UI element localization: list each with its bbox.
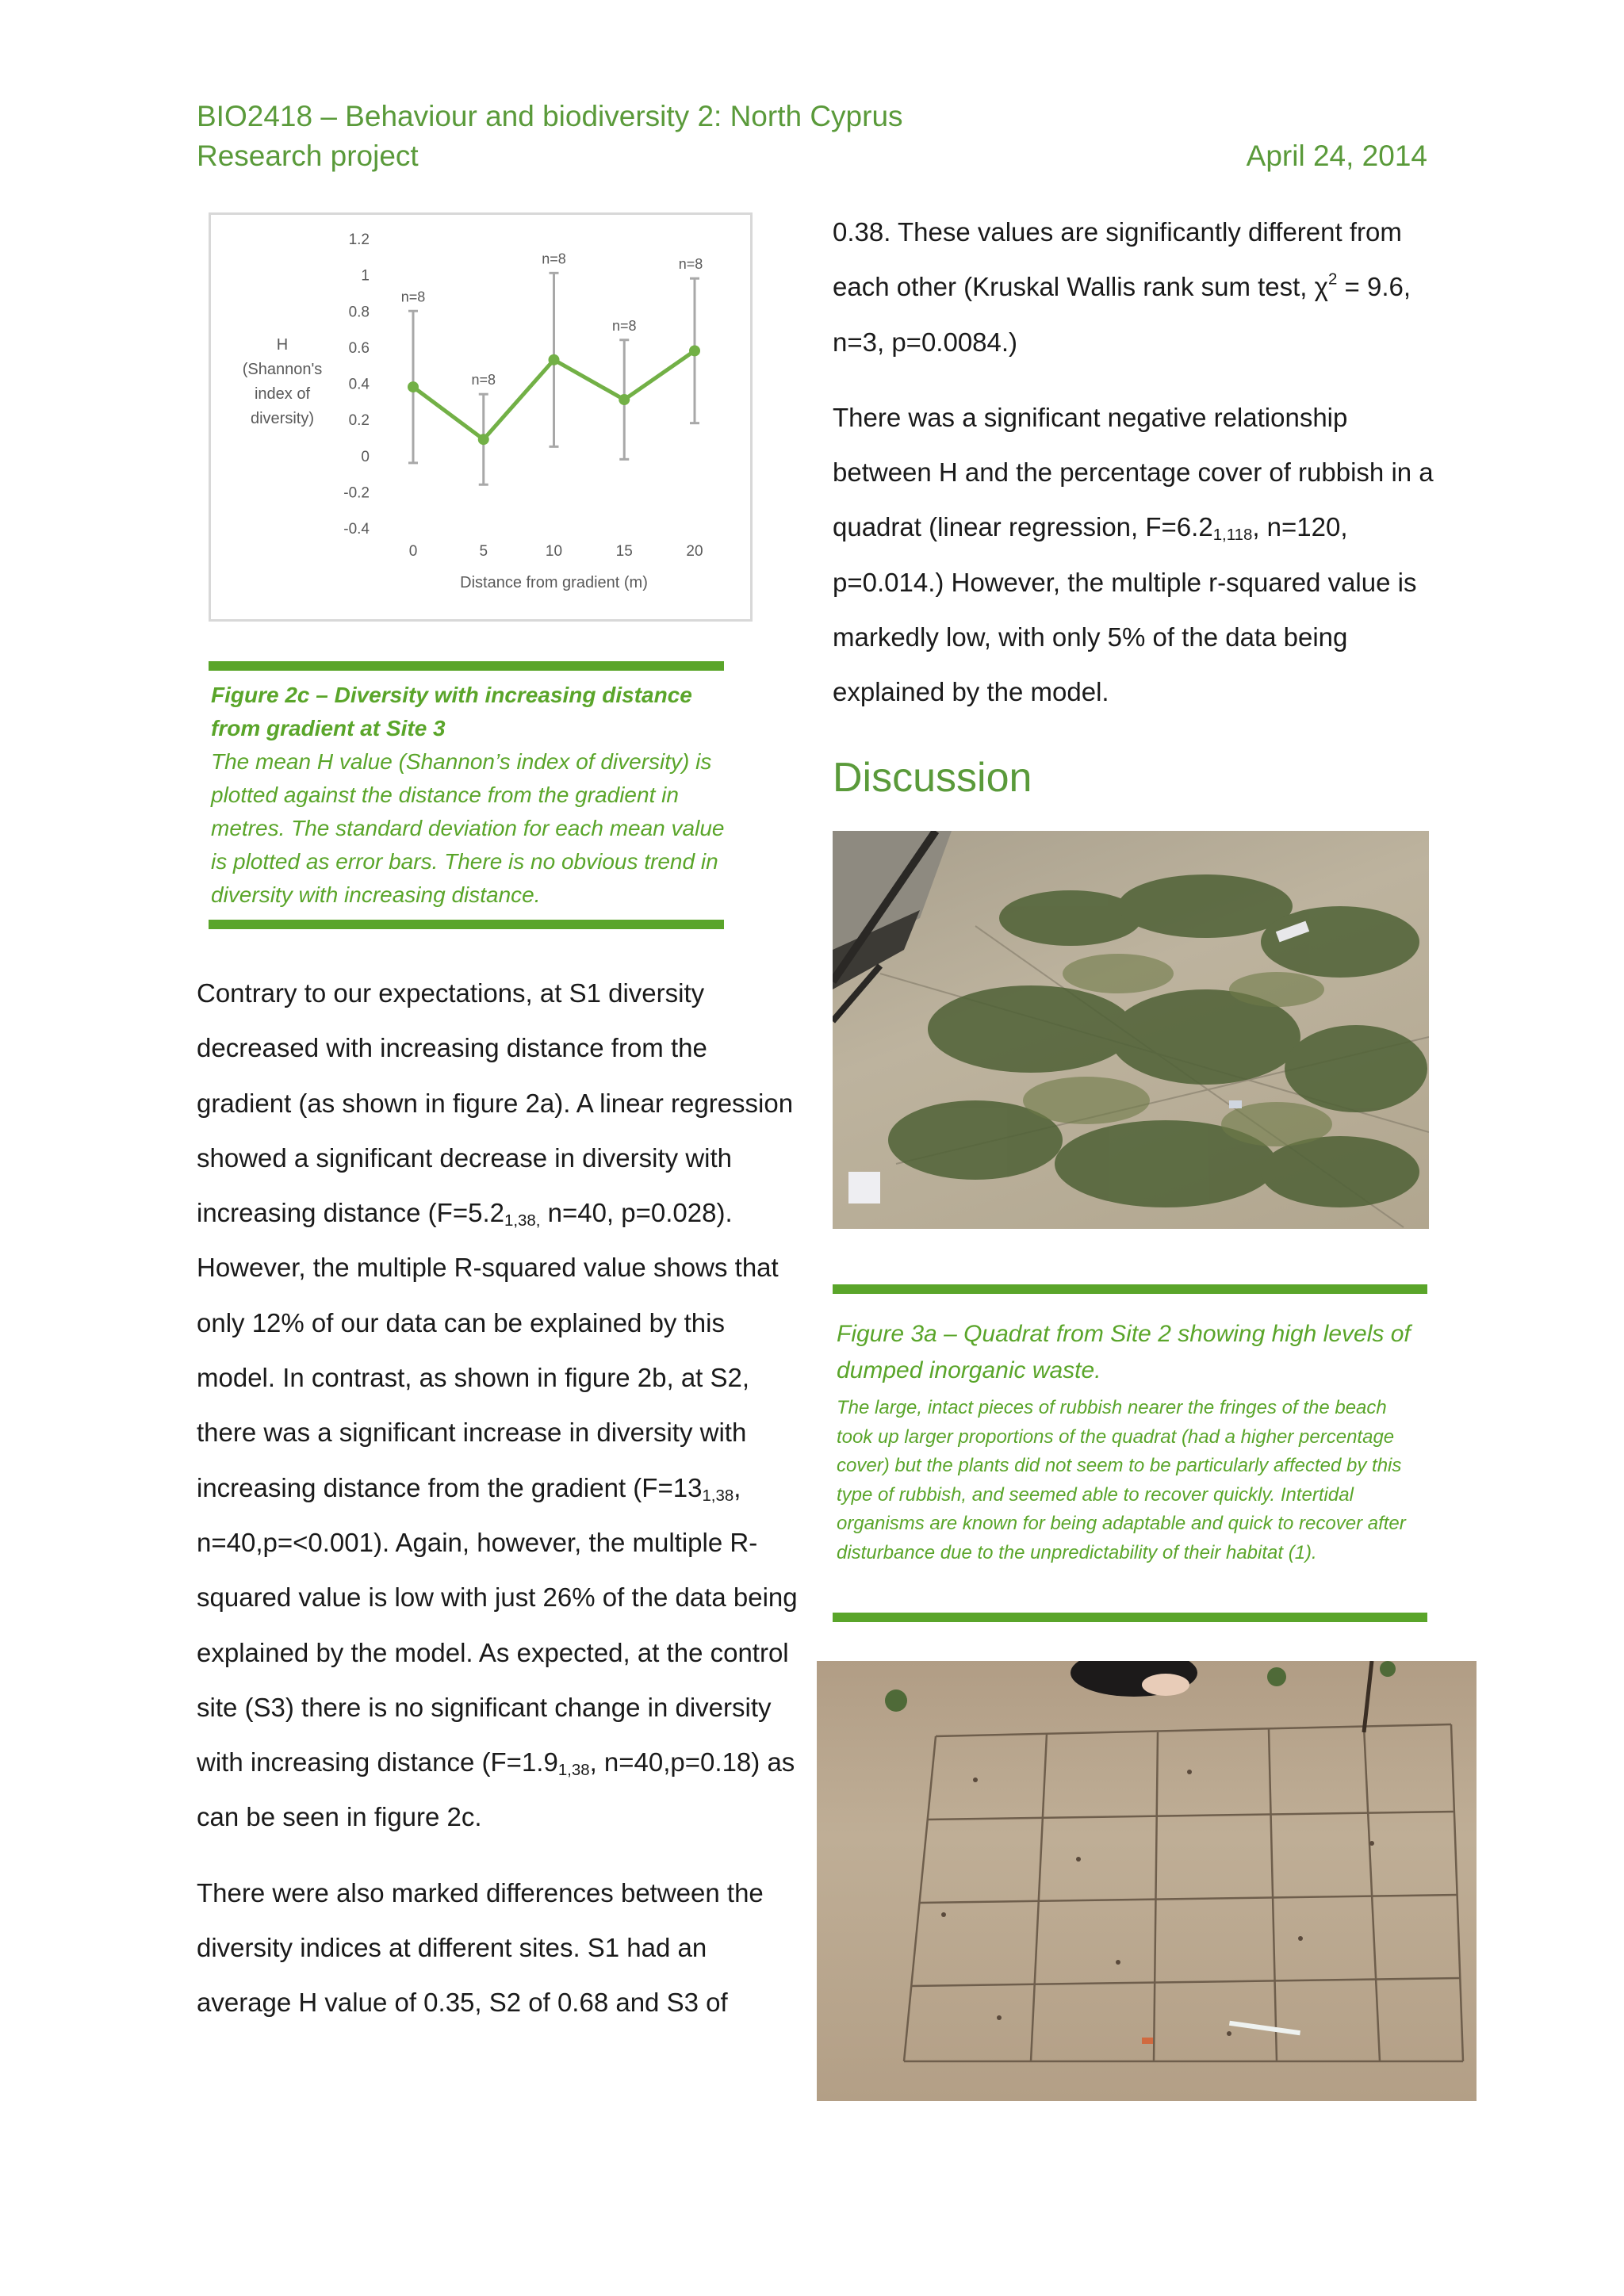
caption-top-rule xyxy=(209,661,724,671)
data-point xyxy=(619,394,630,405)
y-axis-label-line: H xyxy=(276,336,289,354)
y-tick-label: 0.6 xyxy=(348,339,370,357)
data-point xyxy=(549,354,560,365)
header-date: April 24, 2014 xyxy=(1246,140,1427,172)
quadrat-photo-drawing xyxy=(817,1661,1477,2101)
results-paragraph-2: There were also marked differences between the diversity indices at different sites. S1 had an average H value of 0.35, S2 of 0.68 and S3 of xyxy=(197,1877,764,2018)
figure-2c-caption-body: The mean H value (Shannon’s index of diversity) is plotted against the distance from the gradient in metres. The standard deviation for each mean value is plotted as error bars. There is no obvious trend in diversity with increasing distance. xyxy=(211,749,725,907)
y-axis-label-line: (Shannon's xyxy=(242,361,323,378)
discussion-heading: Discussion xyxy=(833,755,1032,801)
figure-2c-caption-title: Figure 2c – Diversity with increasing distance from gradient at Site 3 xyxy=(211,683,692,740)
y-tick-label: -0.2 xyxy=(343,484,370,502)
y-tick-label: 0.8 xyxy=(348,304,370,321)
figure-3a-caption-body: The large, intact pieces of rubbish nearer the fringes of the beach took up larger proportions of the quadrat (had a higher percentage cover) but the plants did not seem to be particularly affected by this type of rubbish, and seemed able to recover quickly. Intertidal organisms are known for being adaptable and quick to recover after disturbance due to the unpredictability of their habitat (1). xyxy=(837,1397,1406,1563)
y-tick-label: -0.4 xyxy=(343,521,370,538)
caption-3a-top-rule xyxy=(833,1284,1427,1294)
y-tick-label: 1 xyxy=(361,267,370,285)
y-tick-label: 0.4 xyxy=(348,376,370,393)
results-paragraph-3: 0.38. These values are significantly different from each other (Kruskal Wallis rank sum test, $\chi^2 = 9.6$, n=3, p=0.0084.) xyxy=(833,217,1411,357)
figure-3a-caption-title: Figure 3a – Quadrat from Site 2 showing high levels of dumped inorganic waste. xyxy=(837,1321,1411,1383)
chart-svg xyxy=(211,215,750,619)
figure-3a-caption xyxy=(837,1316,1415,1567)
left-column-text xyxy=(197,966,799,2030)
n-label: n=8 xyxy=(471,372,496,388)
n-label: n=8 xyxy=(400,289,426,305)
y-tick-label: 0 xyxy=(361,448,370,465)
caption-bottom-rule xyxy=(209,920,724,929)
quadrat-photo xyxy=(817,1661,1477,2101)
data-point xyxy=(689,345,700,356)
x-tick-label: 15 xyxy=(615,543,633,560)
y-tick-label: 1.2 xyxy=(348,232,370,248)
x-tick-label: 0 xyxy=(408,543,418,560)
y-axis-label-line: index of xyxy=(254,385,311,403)
caption-3a-bottom-rule xyxy=(833,1613,1427,1622)
data-point xyxy=(478,434,489,445)
n-label: n=8 xyxy=(678,256,703,273)
header-subtitle: Research project xyxy=(197,140,419,172)
figure-2c-chart xyxy=(209,212,753,622)
n-label: n=8 xyxy=(542,251,566,267)
n-label: n=8 xyxy=(611,317,637,334)
results-paragraph-1: Contrary to our expectations, at S1 diversity decreased with increasing distance from the gradient (as shown in figure 2a). A linear regression showed a significant decrease in diversity with increasing distance ($F=5.2_{1,38,}$ n=40, p=0.028). However, the multiple R-squared value shows that only 12% of our data can be explained by this model. In contrast, as shown in figure 2b, at S2, there was a significant increase in diversity with increasing distance from the gradient ($F=13_{1,38}$, n=40,p=<0.001). Again, however, the multiple R-squared value is low with just 26% of the data being explained by the model. As expected, at the control site (S3) there is no significant change in diversity with increasing distance ($F=1.9_{1,38}$, n=40,p=0.18) as can be seen in figure 2c. xyxy=(197,978,798,1832)
figure-3a-photo-drawing xyxy=(833,831,1429,1229)
figure-3a-photo xyxy=(833,831,1429,1229)
header-course-title: BIO2418 – Behaviour and biodiversity 2: North Cyprus xyxy=(197,100,903,132)
figure-2c-caption xyxy=(211,679,734,912)
x-tick-label: 20 xyxy=(686,543,703,560)
x-tick-label: 5 xyxy=(479,543,488,560)
results-paragraph-4: There was a significant negative relationship between H and the percentage cover of rubbish in a quadrat (linear regression, $F=6.2_{1,118}$, n=120, p=0.014.) However, the multiple r-squared value is markedly low, with only 5% of the data being explained by the model. xyxy=(833,402,1434,707)
data-point xyxy=(408,381,419,392)
right-column-text xyxy=(833,205,1435,720)
y-axis-label-line: diversity) xyxy=(250,410,315,427)
x-tick-label: 10 xyxy=(545,543,563,560)
x-axis-label: Distance from gradient (m) xyxy=(460,574,648,591)
y-tick-label: 0.2 xyxy=(348,412,370,430)
